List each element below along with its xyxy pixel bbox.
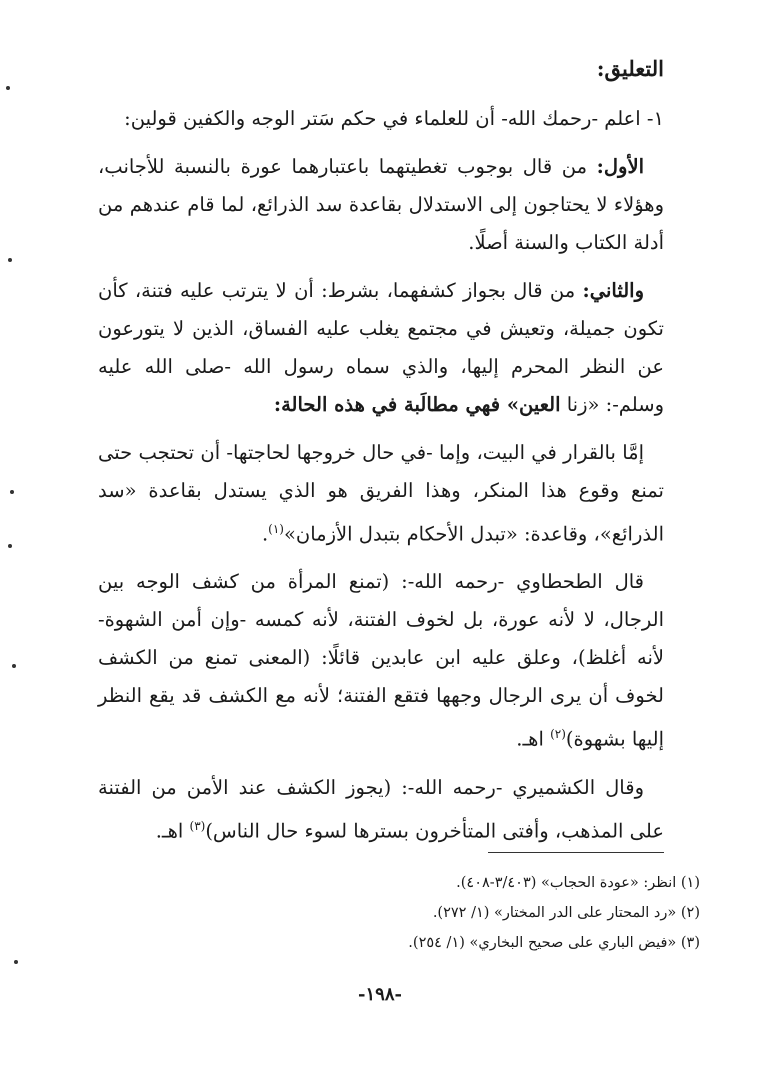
footnote-1: (١) انظر: «عودة الحجاب» (٣/٤٠٣-٤٠٨). — [456, 875, 700, 891]
paragraph-4 — [98, 563, 664, 759]
footnote-ref-1[interactable]: (١) — [268, 521, 284, 536]
paragraph-5-text: وقال الكشميري -رحمه الله-: (يجوز الكشف عند الأمن من الفتنة على المذهب، وأفتى المتأخرون بسترها لسوء حال الناس) — [98, 775, 664, 843]
paragraph-5 — [98, 769, 664, 851]
second-opinion-text: من قال بجواز كشفهما، بشرط: أن لا يترتب عليه فتنة، كأن تكون جميلة، وتعيش في مجتمع يغلب عليه الفساق، الذين لا يتورعون عن النظر المحرم إليها، والذي سماه رسول الله -صلى الله عليه وسلم-: «زنا — [98, 278, 664, 416]
paragraph-3 — [98, 434, 664, 554]
paragraph-4-text: قال الطحطاوي -رحمه الله-: (تمنع المرأة من كشف الوجه بين الرجال، لا لأنه عورة، بل لخوف الفتنة، لأنه كمسه -وإن أمن الشهوة- لأنه أغلظ)، وعلق عليه ابن عابدين قائلًا: (المعنى تمنع من الكشف لخوف أن يرى الرجال وجهها فتقع الفتنة؛ لأنه مع الكشف قد يقع النظر إليها بشهوة) — [98, 570, 664, 751]
scan-speck — [6, 86, 10, 90]
first-opinion-text: من قال بوجوب تغطيتهما باعتبارهما عورة بالنسبة للأجانب، وهؤلاء لا يحتاجون إلى الاستدلال بقاعدة سد الذرائع، لما قام عندهم من أدلة الكتاب والسنة أصلًا. — [98, 154, 664, 254]
page-number: -١٩٨- — [358, 984, 402, 1005]
paragraph-3-text: إمَّا بالقرار في البيت، وإما -في حال خروجها لحاجتها- أن تحتجب حتى تمنع وقوع هذا المنكر، وهذا الفريق هو الذي يستدل بقاعدة «سد الذرائع»، وقاعدة: «تبدل الأحكام بتبدل الأزمان» — [98, 440, 664, 546]
scan-speck — [14, 960, 18, 964]
main-text — [98, 52, 664, 860]
footnote-ref-2[interactable]: (٢) — [550, 727, 566, 742]
paragraph-5-end: اهـ. — [155, 819, 190, 843]
first-opinion-label: الأول: — [596, 154, 644, 178]
footnote-3: (٣) «فيض الباري على صحيح البخاري» (١/ ٢٥٤). — [408, 935, 700, 951]
footnote-ref-3[interactable]: (٣) — [189, 818, 206, 833]
section-heading: التعليق: — [596, 56, 664, 81]
footnote-2: (٢) «رد المحتار على الدر المختار» (١/ ٢٧٢). — [432, 905, 700, 921]
paragraph-3-end: . — [261, 522, 269, 546]
intro-paragraph: ١- اعلم -رحمك الله- أن للعلماء في حكم سَتر الوجه والكفين قولين: — [124, 106, 664, 130]
footnote-divider — [488, 852, 664, 853]
scan-speck — [12, 664, 16, 668]
second-opinion-paragraph — [98, 272, 664, 424]
footnotes — [320, 868, 700, 958]
first-opinion-paragraph — [98, 148, 664, 262]
scan-speck — [10, 490, 14, 494]
scan-speck — [8, 258, 12, 262]
second-opinion-bold-tail: العين» فهي مطالَبة في هذه الحالة: — [273, 392, 561, 416]
second-opinion-label: والثاني: — [582, 278, 644, 302]
paragraph-4-end: اهـ. — [516, 727, 551, 751]
scan-speck — [8, 544, 12, 548]
